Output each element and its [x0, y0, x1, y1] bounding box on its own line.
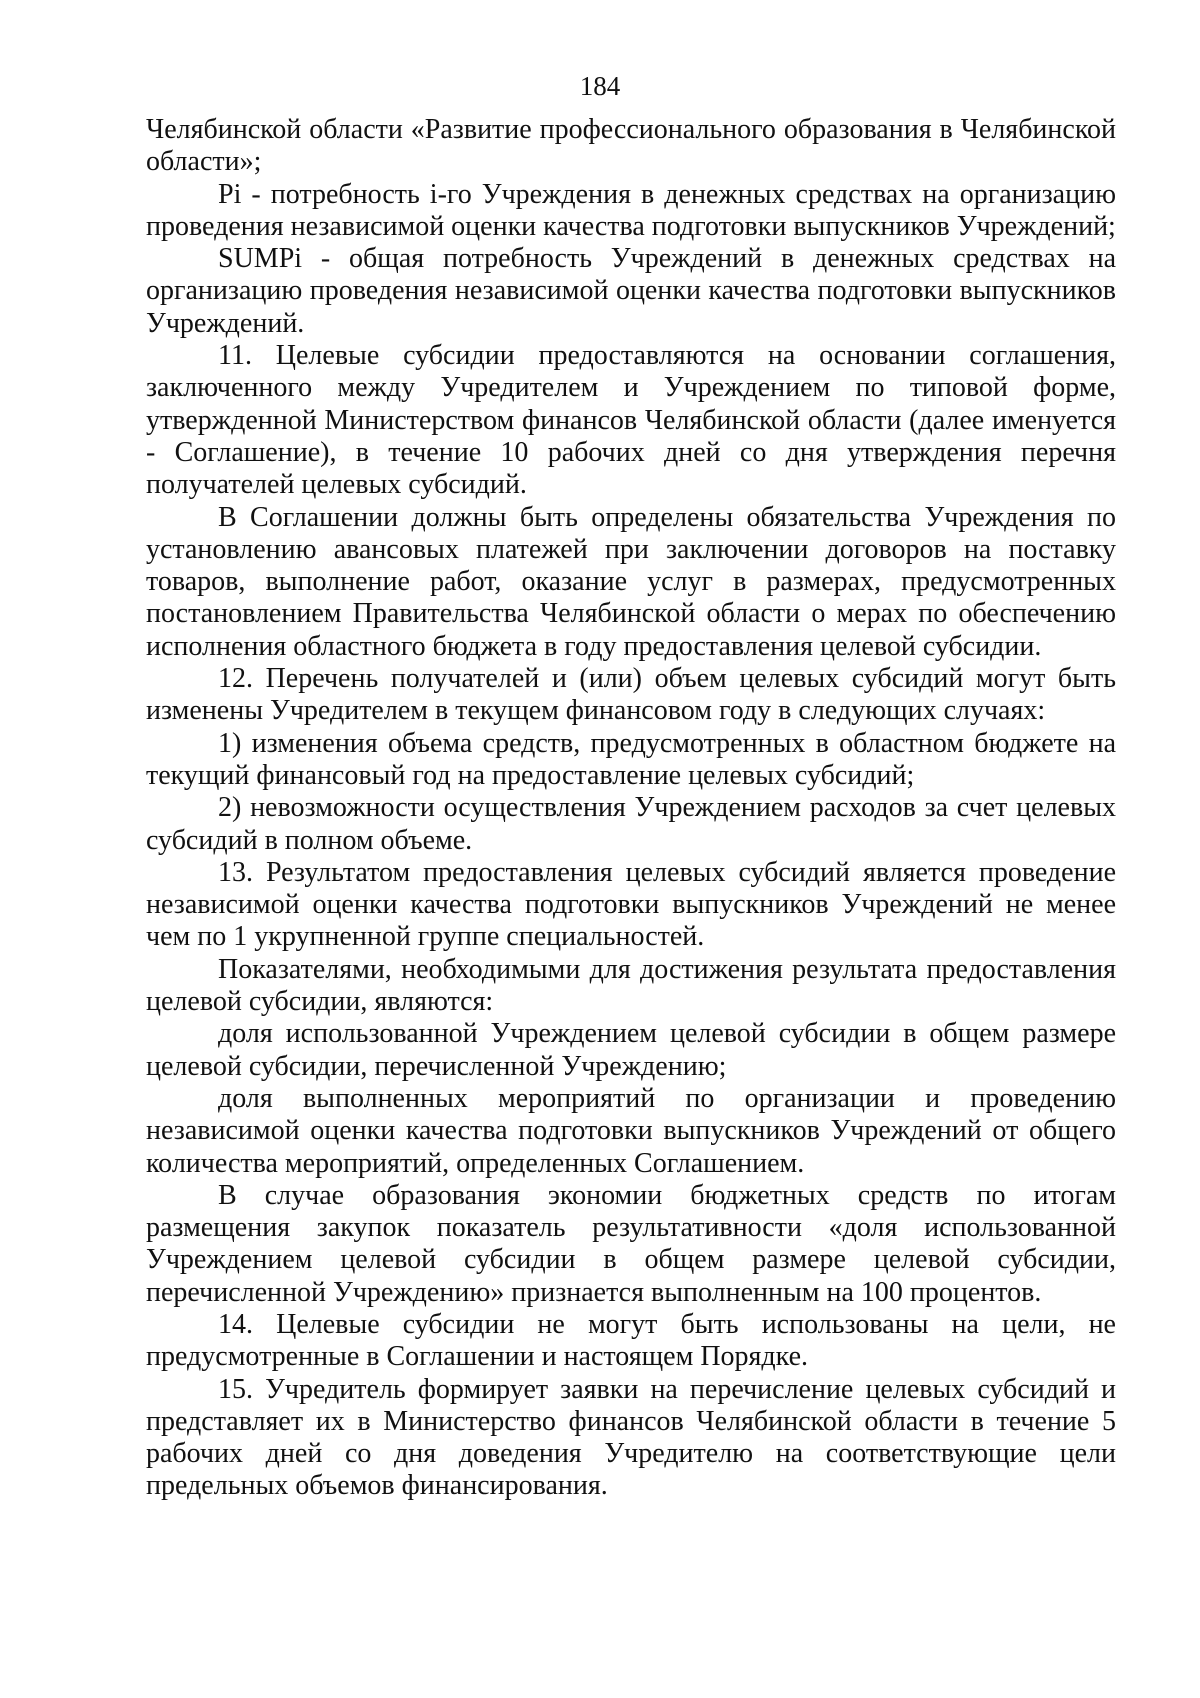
paragraph-8: 2) невозможности осуществления Учреждением расходов за счет целевых субсидий в полном объеме.	[146, 792, 1116, 856]
document-body	[146, 114, 1116, 1503]
paragraph-13: В случае образования экономии бюджетных средств по итогам размещения закупок показатель результативности «доля использованной Учреждением целевой субсидии в общем размере целевой субсидии, перечисленной Учреждению» признается выполненным на 100 процентов.	[146, 1179, 1116, 1308]
paragraph-12: доля выполненных мероприятий по организации и проведению независимой оценки качества подготовки выпускников Учреждений от общего количества мероприятий, определенных Соглашением.	[146, 1082, 1116, 1179]
paragraph-7: 1) изменения объема средств, предусмотренных в областном бюджете на текущий финансовый год на предоставление целевых субсидий;	[146, 727, 1116, 791]
paragraph-2: Pi - потребность i-го Учреждения в денежных средствах на организацию проведения независимой оценки качества подготовки выпускников Учреждений;	[146, 178, 1116, 242]
paragraph-11: доля использованной Учреждением целевой субсидии в общем размере целевой субсидии, перечисленной Учреждению;	[146, 1018, 1116, 1082]
paragraph-14: 14. Целевые субсидии не могут быть использованы на цели, не предусмотренные в Соглашении и настоящем Порядке.	[146, 1308, 1116, 1373]
paragraph-9: 13. Результатом предоставления целевых субсидий является проведение независимой оценки качества подготовки выпускников Учреждений не менее чем по 1 укрупненной группе специальностей.	[146, 856, 1116, 953]
page-number: 184	[579, 71, 621, 101]
paragraph-3: SUMPi - общая потребность Учреждений в денежных средствах на организацию проведения независимой оценки качества подготовки выпускников Учреждений.	[146, 243, 1116, 339]
paragraph-1: Челябинской области «Развитие профессионального образования в Челябинской области»;	[146, 114, 1116, 178]
paragraph-10: Показателями, необходимыми для достижения результата предоставления целевой субсидии, являются:	[146, 953, 1116, 1018]
paragraph-4: 11. Целевые субсидии предоставляются на основании соглашения, заключенного между Учредителем и Учреждением по типовой форме, утвержденной Министерством финансов Челябинской области (далее именуется - Соглашение), в течение 10 рабочих дней со дня утверждения перечня получателей целевых субсидий.	[146, 340, 1116, 501]
paragraph-15: 15. Учредитель формирует заявки на перечисление целевых субсидий и представляет их в Министерство финансов Челябинской области в течение 5 рабочих дней со дня доведения Учредителю на соответствующие цели предельных объемов финансирования.	[146, 1373, 1116, 1502]
paragraph-5: В Соглашении должны быть определены обязательства Учреждения по установлению авансовых платежей при заключении договоров на поставку товаров, выполнение работ, оказание услуг в размерах, предусмотренных постановлением Правительства Челябинской области о мерах по обеспечению исполнения областного бюджета в году предоставления целевой субсидии.	[146, 501, 1116, 662]
paragraph-6: 12. Перечень получателей и (или) объем целевых субсидий могут быть изменены Учредителем в текущем финансовом году в следующих случаях:	[146, 663, 1116, 727]
